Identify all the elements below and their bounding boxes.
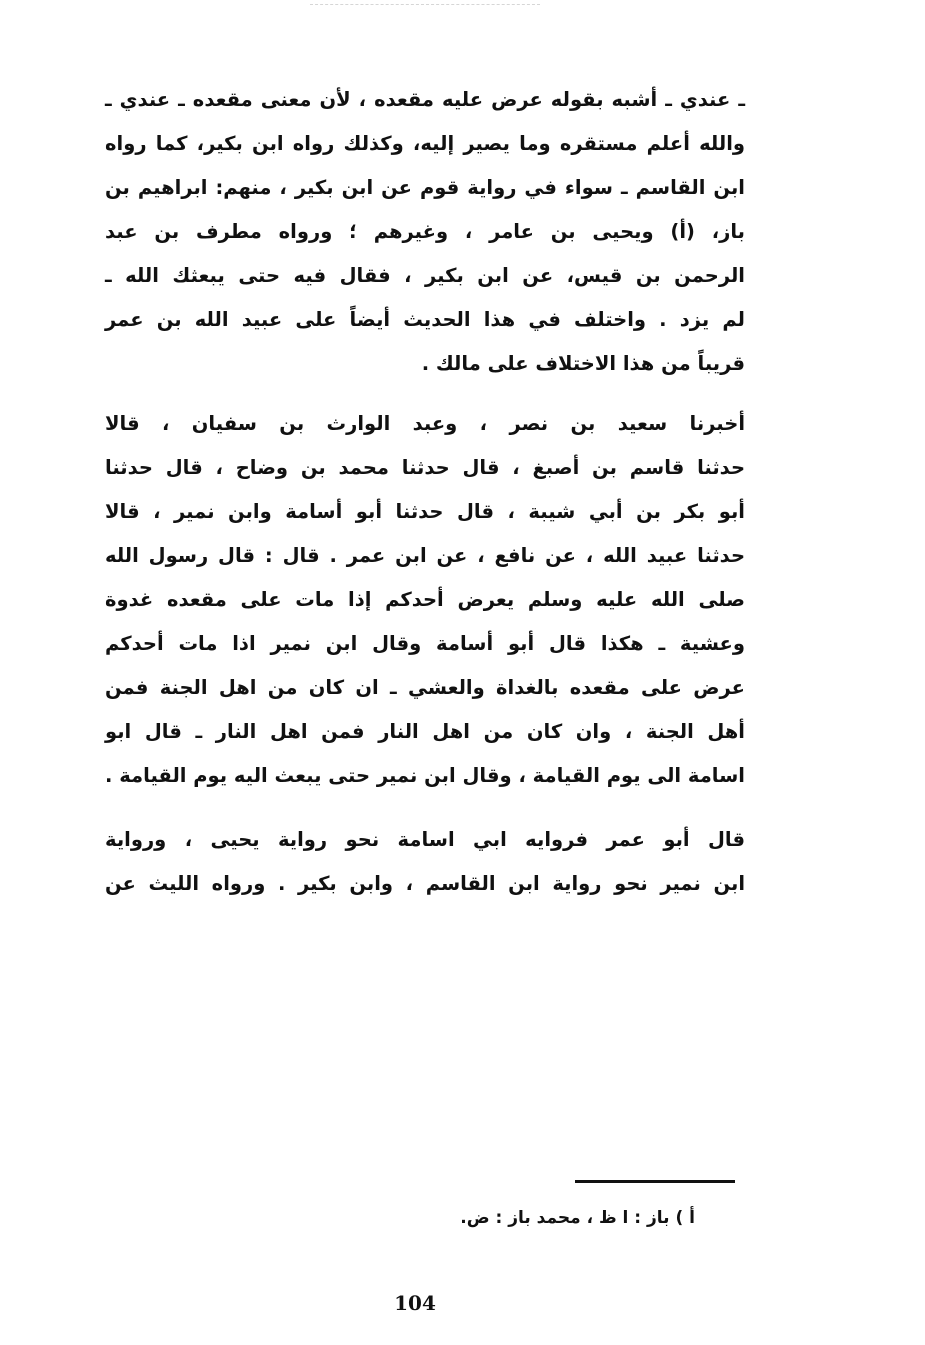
text-line: الرحمن بن قيس، عن ابن بكير ، فقال فيه حتى يبعثك الله ـ [105, 264, 745, 287]
text-line: ابن القاسم ـ سواء في رواية قوم عن ابن بكير ، منهم: ابراهيم بن [105, 176, 745, 199]
text-line: صلى الله عليه وسلم يعرض أحدكم إذا مات على مقعده غدوة [105, 588, 745, 611]
text-line: أخبرنا سعيد بن نصر ، وعبد الوارث بن سفيان ، قالا [105, 412, 745, 435]
text-line: وعشية ـ هكذا قال أبو أسامة وقال ابن نمير اذا مات أحدكم [105, 632, 745, 655]
text-line: لم يزد . واختلف في هذا الحديث أيضاً على عبيد الله بن عمر [105, 308, 745, 331]
paragraph-2 [105, 402, 745, 798]
text-line: أهل الجنة ، وان كان من اهل النار فمن اهل النار ـ قال ابو [105, 720, 745, 743]
paragraph-3 [105, 818, 745, 906]
page-number: 104 [394, 1291, 436, 1315]
text-line: حدثنا عبيد الله ، عن نافع ، عن ابن عمر . قال : قال رسول الله [105, 544, 745, 567]
text-line: والله أعلم مستقره وما يصير إليه، وكذلك رواه ابن بكير، كما رواه [105, 132, 745, 155]
footnote: أ ) باز : ا ظ ، محمد باز : ض. [460, 1208, 695, 1228]
text-line: اسامة الى يوم القيامة ، وقال ابن نمير حتى يبعث اليه يوم القيامة . [105, 764, 745, 787]
text-line: باز، (أ) ويحيى بن عامر ، وغيرهم ؛ ورواه مطرف بن عبد [105, 220, 745, 243]
text-line: عرض على مقعده بالغداة والعشي ـ ان كان من اهل الجنة فمن [105, 676, 745, 699]
text-line: أبو بكر بن أبي شيبة ، قال حدثنا أبو أسامة وابن نمير ، قالا [105, 500, 745, 523]
text-line: قال أبو عمر فروايه ابي اسامة نحو رواية يحيى ، ورواية [105, 828, 745, 851]
scan-top-mark [310, 4, 540, 5]
text-line: ـ عندي ـ أشبه بقوله عرض عليه مقعده ، لأن معنى مقعده ـ عندي ـ [105, 88, 745, 111]
footnote-divider [575, 1180, 735, 1183]
text-line: حدثنا قاسم بن أصبغ ، قال حدثنا محمد بن وضاح ، قال حدثنا [105, 456, 745, 479]
paragraph-1 [105, 78, 745, 386]
text-line: ابن نمير نحو رواية ابن القاسم ، وابن بكير . ورواه الليث عن [105, 872, 745, 895]
text-line: قريباً من هذا الاختلاف على مالك . [421, 352, 745, 375]
